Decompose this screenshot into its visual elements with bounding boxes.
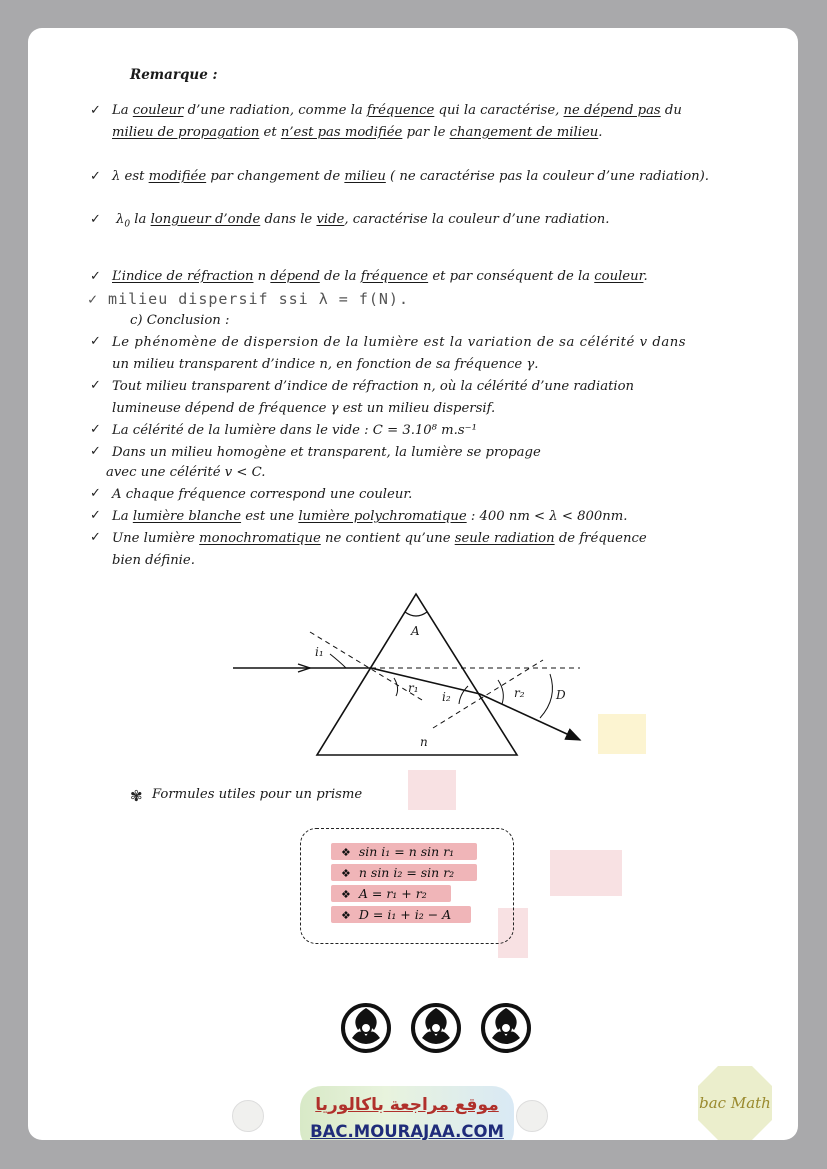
bac-math-logo: bac Math <box>696 1064 774 1140</box>
site-logo-icon <box>516 1100 548 1132</box>
check-icon: ✓ <box>90 530 101 545</box>
conclusion-line: avec une célérité v < C. <box>106 465 266 480</box>
remarque-line-4: L’indice de réfraction n dépend de la fréquence et par conséquent de la couleur. <box>112 269 648 284</box>
label-r1: r₁ <box>408 681 419 695</box>
angle-arc <box>498 680 503 704</box>
label-A: A <box>411 624 420 638</box>
diamond-bullet-icon: ❖ <box>341 846 351 859</box>
flower-bullet-icon: ✾ <box>130 787 143 805</box>
check-icon: ✓ <box>90 269 101 284</box>
conclusion-line: un milieu transparent d’indice n, en fonction de sa fréquence γ. <box>112 357 539 372</box>
formula-item: ❖ sin i₁ = n sin r₁ <box>331 843 477 860</box>
refracted-ray <box>371 668 480 694</box>
check-icon: ✓ <box>90 212 101 227</box>
remarque-title: Remarque : <box>130 67 218 83</box>
ornament-icon <box>413 1005 459 1051</box>
formula-item: ❖ A = r₁ + r₂ <box>331 885 451 902</box>
remarque-line-1: La couleur d’une radiation, comme la fréquence qui la caractérise, ne dépend pas du <box>112 103 682 118</box>
conclusion-line-10: Une lumière monochromatique ne contient qu’une seule radiation de fréquence <box>112 531 647 546</box>
prism-triangle <box>317 594 517 755</box>
angle-arc <box>394 678 398 696</box>
check-icon: ✓ <box>90 444 101 459</box>
check-icon: ✓ <box>90 508 101 523</box>
formulas-heading: Formules utiles pour un prisme <box>152 787 363 802</box>
prism-diagram <box>28 28 798 1140</box>
normal-1 <box>310 632 422 700</box>
site-name-arabic[interactable]: موقع مراجعة باكالوريا <box>315 1095 499 1115</box>
conclusion-line: bien définie. <box>112 553 195 568</box>
ornament-icon <box>483 1005 529 1051</box>
conclusion-title: c) Conclusion : <box>130 313 230 328</box>
diamond-bullet-icon: ❖ <box>341 867 351 880</box>
document-page <box>28 28 798 1140</box>
label-i2: i₂ <box>442 690 451 704</box>
formula-item: ❖ D = i₁ + i₂ − A <box>331 906 471 923</box>
site-banner[interactable] <box>300 1086 514 1140</box>
check-icon: ✓ <box>90 486 101 501</box>
apex-angle-arc <box>405 612 427 616</box>
conclusion-line: Tout milieu transparent d’indice de réfraction n, où la célérité d’une radiation <box>112 379 635 394</box>
ornament-row <box>338 1000 538 1060</box>
conclusion-line: lumineuse dépend de fréquence γ est un milieu dispersif. <box>112 401 496 416</box>
formula-item: ❖ n sin i₂ = sin r₂ <box>331 864 477 881</box>
remarque-line-3: $\lambda_0$ la longueur d’onde dans le vide, caractérise la couleur d’une radiation. <box>116 212 610 230</box>
handwritten-note: ✓ milieu dispersif ssi λ = f(N). <box>88 290 409 308</box>
site-logo-icon <box>232 1100 264 1132</box>
diamond-bullet-icon: ❖ <box>341 888 351 901</box>
deviation-arc <box>540 674 552 718</box>
site-url[interactable]: BAC.MOURAJAA.COM <box>310 1122 504 1140</box>
label-D: D <box>556 688 566 702</box>
label-r2: r₂ <box>514 686 525 700</box>
conclusion-line: La célérité de la lumière dans le vide : C = 3.10⁸ m.s⁻¹ <box>112 423 477 438</box>
remarque-line-1b: milieu de propagation et n’est pas modifiée par le changement de milieu. <box>112 125 603 140</box>
formula-box <box>300 828 514 944</box>
ornament-icon <box>343 1005 389 1051</box>
conclusion-line: A chaque fréquence correspond une couleur. <box>112 487 413 502</box>
conclusion-line-9: La lumière blanche est une lumière polychromatique : 400 nm < λ < 800nm. <box>112 509 628 524</box>
diamond-bullet-icon: ❖ <box>341 909 351 922</box>
check-icon: ✓ <box>90 378 101 393</box>
conclusion-line: Dans un milieu homogène et transparent, la lumière se propage <box>112 445 541 460</box>
label-n: n <box>420 735 428 749</box>
check-icon: ✓ <box>90 103 101 118</box>
remarque-line-2: λ est modifiée par changement de milieu ( ne caractérise pas la couleur d’une radiation). <box>112 169 709 184</box>
label-i1: i₁ <box>315 645 324 659</box>
check-icon: ✓ <box>90 334 101 349</box>
angle-arc <box>330 654 346 668</box>
conclusion-line: Le phénomène de dispersion de la lumière est la variation de sa célérité v dans <box>112 335 687 350</box>
check-icon: ✓ <box>90 169 101 184</box>
check-icon: ✓ <box>90 422 101 437</box>
